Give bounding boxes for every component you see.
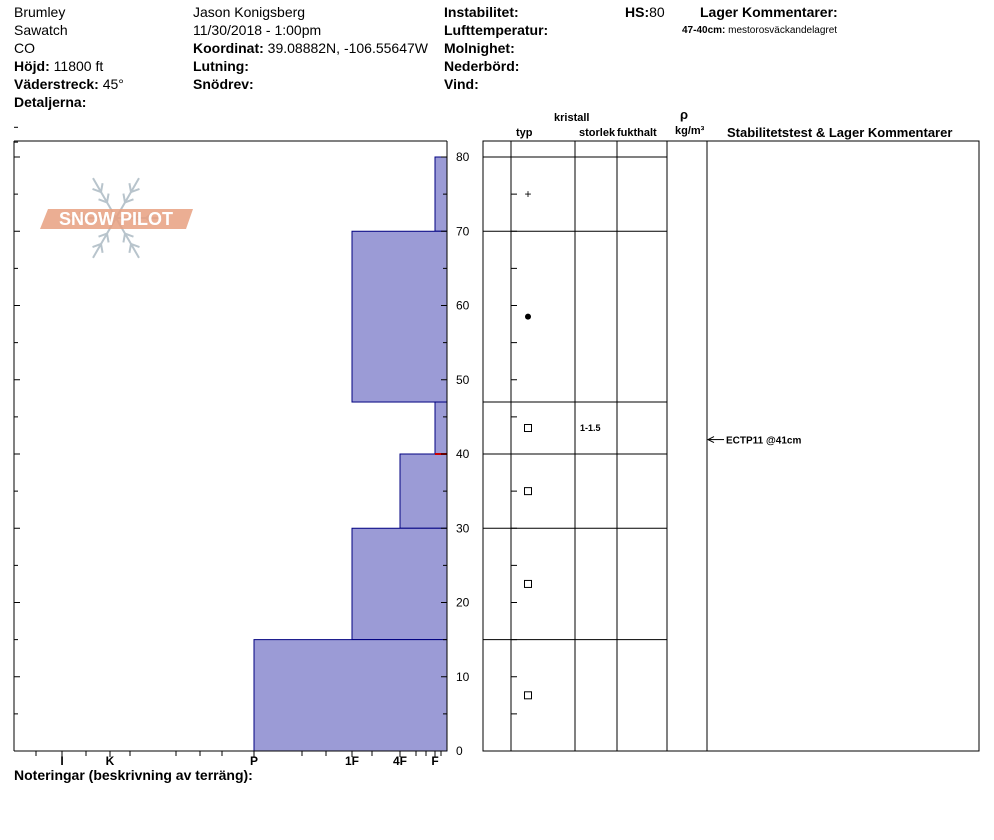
stability-tests <box>708 436 801 447</box>
layer-comments-label: Lager Kommentarer: <box>700 4 838 20</box>
coord-value: 39.08882N, -106.55647W <box>267 40 428 56</box>
hardness-tick-label: 1F <box>344 754 360 768</box>
y-tick-label: 80 <box>456 150 470 164</box>
faceted-crystal-symbol <box>525 425 532 432</box>
y-tick-label: 40 <box>456 447 470 461</box>
hardness-layer-1 <box>352 231 447 402</box>
aspect-label: Väderstreck: <box>14 76 99 92</box>
hardness-tick-label: 4F <box>392 754 408 768</box>
hardness-tick-label: P <box>249 754 259 768</box>
elevation-value: 11800 ft <box>53 58 104 74</box>
density-symbol: ρ <box>680 107 689 122</box>
datetime: 11/30/2018 - 1:00pm <box>193 22 322 38</box>
air-temp-label: Lufttemperatur: <box>444 22 549 38</box>
mountain-range: Sawatch <box>14 22 68 38</box>
hardness-tick-label: I <box>60 754 64 768</box>
slope-label: Lutning: <box>193 58 249 74</box>
snowpilot-logo <box>40 178 193 258</box>
precipitation-crystal-symbol: + <box>524 187 532 202</box>
instability-label: Instabilitet: <box>444 4 519 20</box>
state: CO <box>14 40 35 56</box>
aspect-value: 45° <box>102 76 124 92</box>
stability-header: Stabilitetstest & Lager Kommentarer <box>727 125 953 140</box>
coord-label: Koordinat: <box>193 40 264 56</box>
y-tick-label: 70 <box>456 224 470 239</box>
faceted-crystal-symbol <box>525 488 532 495</box>
notes-label: Noteringar (beskrivning av terräng): <box>14 767 253 783</box>
faceted-crystal-symbol <box>525 580 532 587</box>
stability-test-label: ECTP11 @41cm <box>726 435 802 447</box>
density-unit: kg/m³ <box>675 125 705 137</box>
location-name: Brumley <box>14 4 66 20</box>
faceted-crystal-symbol <box>525 692 532 699</box>
hardness-layer-3 <box>400 454 447 528</box>
y-tick-label: 60 <box>456 298 470 313</box>
hardness-layer-5 <box>254 640 447 751</box>
layer-comment-range: 47-40cm: <box>682 25 726 36</box>
hardness-layers <box>254 157 447 751</box>
layer-comment-text: mestorosväckandelagret <box>728 25 838 36</box>
y-tick-label: 30 <box>456 521 470 536</box>
wind-label: Vind: <box>444 76 479 92</box>
hs-value: 80 <box>649 4 665 20</box>
hs-label: HS: <box>625 4 650 20</box>
logo-text: SNOW PILOT <box>59 209 173 229</box>
crystal-header: kristall <box>554 112 590 124</box>
y-tick-label: 0 <box>456 744 463 758</box>
crystal-symbols <box>524 187 600 699</box>
y-tick-label: 20 <box>456 595 470 610</box>
y-tick-label: 50 <box>456 372 470 387</box>
drift-label: Snödrev: <box>193 76 254 92</box>
cloud-label: Molnighet: <box>444 40 515 56</box>
type-header: typ <box>516 127 533 139</box>
elevation-label: Höjd: <box>14 58 50 74</box>
details-label: Detaljerna: <box>14 94 87 110</box>
moisture-header: fukthalt <box>617 127 657 139</box>
precip-label: Nederbörd: <box>444 58 520 74</box>
size-header: storlek <box>579 127 616 139</box>
y-tick-label: 10 <box>456 669 470 684</box>
hardness-tick-label: F <box>431 754 439 768</box>
rounded-crystal-symbol <box>525 314 531 320</box>
hardness-layer-2 <box>435 402 447 454</box>
hardness-tick-label: K <box>105 754 115 768</box>
hardness-layer-4 <box>352 528 447 639</box>
crystal-size-label: 1-1.5 <box>580 423 601 434</box>
observer: Jason Konigsberg <box>193 4 306 20</box>
